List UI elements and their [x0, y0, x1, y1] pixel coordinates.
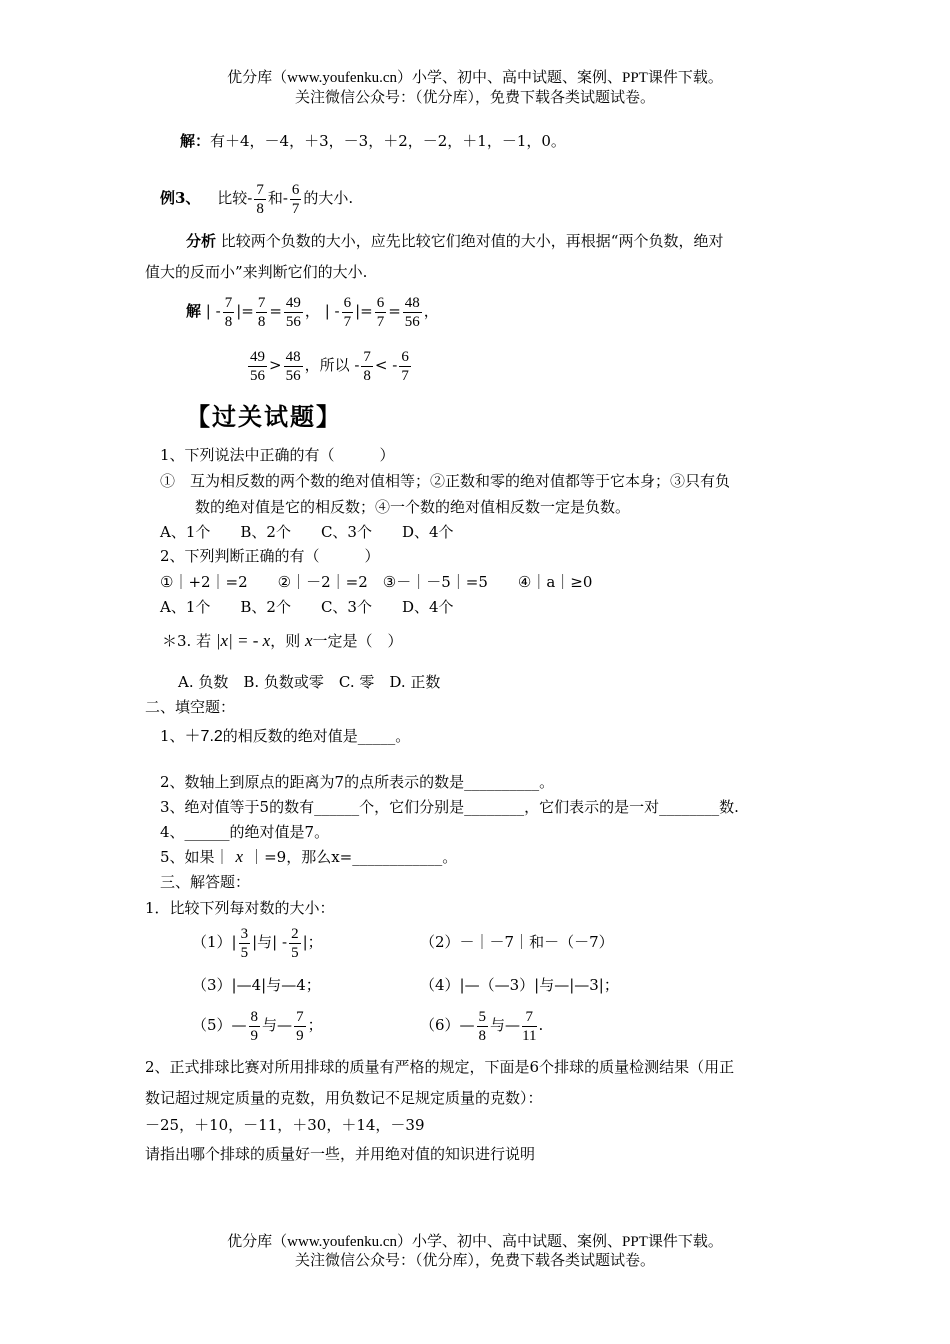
c5-frac-2: $\frac{7}{9}$: [296, 1008, 304, 1044]
c6-end: .: [538, 1016, 544, 1034]
q1-options: A、1个 B、2个 C、3个 D、4个: [160, 523, 454, 541]
footer-line-2: 关注微信公众号：（优分库），免费下载各类试题试卷。: [294, 1253, 655, 1269]
example-suffix: 的大小.: [303, 189, 354, 207]
fill-4: 4、______的绝对值是7。: [160, 823, 330, 841]
equals-1: =: [269, 302, 282, 320]
q1-items-1: ① 互为相反数的两个数的绝对值相等；②正数和零的绝对值都等于它本身；③只有负: [160, 472, 731, 490]
example-3: [160, 178, 353, 218]
solve-p1: 1．比较下列每对数的大小：: [145, 899, 335, 917]
abs-close-1: |=: [236, 302, 254, 320]
comma-1: ，: [304, 302, 320, 320]
example-prefix: 比较: [217, 189, 248, 207]
c1-frac-2: $\frac{2}{5}$: [291, 925, 299, 961]
solution-label: 解：: [180, 132, 211, 150]
q1-items-2: 数的绝对值是它的相反数；④一个数的绝对值相反数一定是负数。: [195, 498, 631, 516]
solve-p2-line-1: 2、正式排球比赛对所用排球的质量有严格的规定，下面是6个排球的质量检测结果（用正: [145, 1058, 735, 1076]
frac-d: $\frac{6}{7}$: [343, 294, 352, 330]
c1-mid: |与| -: [252, 933, 288, 951]
c5-mid: 与—: [262, 1016, 293, 1034]
fill-heading: 二、填空题：: [145, 698, 236, 716]
fill-1-suffix: 的相反数的绝对值是_____。: [222, 727, 411, 745]
fraction-7-8: $\frac{7}{8}$: [256, 181, 264, 217]
q2-stem: 2、下列判断正确的有（ ）: [160, 547, 380, 565]
solve-p2-data: －25，＋10，－11，＋30，＋14，－39: [145, 1116, 425, 1134]
solution-3-label: 解: [186, 302, 202, 320]
q2-options: A、1个 B、2个 C、3个 D、4个: [160, 598, 454, 616]
q2-items: ①｜+2｜=2 ②｜－2｜=2 ③－｜－5｜=5 ④｜a｜≥0: [160, 573, 593, 591]
compare-1: [192, 922, 323, 962]
c6-label: （6）—: [420, 1016, 475, 1034]
analysis-label: 分析: [186, 232, 217, 250]
frac-g: $\frac{49}{56}$: [250, 348, 265, 384]
c5-end: ；: [307, 1016, 323, 1034]
fill-5-var: x: [235, 847, 244, 866]
fill-1-value: ＋7.2: [184, 728, 223, 745]
frac-i: $\frac{7}{8}$: [363, 348, 371, 384]
q3-expression: |x| = - x: [215, 631, 271, 650]
so-text: ，所以 -: [304, 356, 360, 374]
fraction-6-7: $\frac{6}{7}$: [291, 181, 300, 217]
frac-a: $\frac{7}{8}$: [224, 294, 233, 330]
example-sign-1: -: [247, 189, 253, 207]
c5-frac-1: $\frac{8}{9}$: [250, 1008, 259, 1044]
comma-2: ，: [423, 302, 439, 320]
frac-c: $\frac{49}{56}$: [285, 294, 301, 330]
q3-options: A. 负数 B. 负数或零 C. 零 D. 正数: [178, 673, 441, 691]
q3-var: x: [305, 631, 313, 650]
header-line-1: 优分库（www.youfenku.cn）小学、初中、高中试题、案例、PPT课件下载。: [227, 70, 723, 86]
solution-text: 有＋4，－4，＋3，－3，＋2，－2，＋1，－1，0。: [210, 132, 566, 150]
c6-mid: 与—: [490, 1016, 521, 1034]
example-sign-2: -: [282, 189, 288, 207]
c5-label: （5）—: [192, 1016, 247, 1034]
q3-mid: ，则: [270, 632, 301, 650]
abs-open-1: | -: [205, 302, 221, 320]
fill-3: 3、绝对值等于5的数有______个，它们分别是________，它们表示的是一对________数.: [160, 798, 739, 816]
analysis-line-1: [186, 231, 723, 251]
c1-frac-1: $\frac{3}{5}$: [240, 925, 249, 961]
analysis-text-1: 比较两个负数的大小，应先比较它们绝对值的大小，再根据“两个负数，绝对: [220, 232, 724, 250]
less-than: < -: [374, 356, 398, 374]
compare-4: （4）|—（—3）|与—|—3|；: [420, 976, 619, 994]
c1-label: （1）|: [192, 933, 237, 951]
solution-3-line-1: [186, 291, 439, 331]
compare-3: （3）|—4|与—4；: [192, 976, 321, 994]
q3-stem: [162, 628, 403, 654]
frac-e: $\frac{6}{7}$: [376, 294, 385, 330]
compare-6: [420, 1005, 543, 1045]
compare-2: （2）－｜－7｜和－（－7）: [420, 933, 614, 951]
q3-prefix: ＊3. 若: [162, 632, 212, 650]
example-and: 和: [267, 189, 283, 207]
fill-5-suffix: ｜=9，那么x=____________。: [249, 848, 458, 866]
equals-2: =: [388, 302, 401, 320]
c1-end: |；: [302, 933, 323, 951]
analysis-line-2: 值大的反而小”来判断它们的大小.: [145, 263, 368, 281]
solution-3-line-2: [246, 345, 413, 385]
footer-line-1: 优分库（www.youfenku.cn）小学、初中、高中试题、案例、PPT课件下载。: [227, 1234, 723, 1250]
header-line-2: 关注微信公众号：（优分库），免费下载各类试题试卷。: [294, 90, 655, 106]
abs-open-2: | -: [324, 302, 340, 320]
compare-5: [192, 1005, 323, 1045]
example-label: 例3、: [160, 189, 201, 207]
solve-p2-ask: 请指出哪个排球的质量好一些，并用绝对值的知识进行说明: [145, 1145, 536, 1163]
fill-1: [160, 726, 410, 747]
fill-5-prefix: 5、如果｜: [160, 848, 230, 866]
fill-2: 2、数轴上到原点的距离为7的点所表示的数是__________。: [160, 773, 555, 791]
frac-b: $\frac{7}{8}$: [257, 294, 266, 330]
q3-suffix: 一定是（ ）: [312, 632, 403, 650]
frac-h: $\frac{48}{56}$: [285, 348, 301, 384]
c6-frac-2: $\frac{7}{11}$: [522, 1008, 537, 1044]
c6-frac-1: $\frac{5}{8}$: [478, 1008, 487, 1044]
frac-f: $\frac{48}{56}$: [404, 294, 420, 330]
fill-5: [160, 847, 457, 867]
fill-1-prefix: 1、: [160, 727, 185, 745]
greater-than: >: [269, 356, 282, 374]
section-title: 【过关试题】: [186, 402, 342, 431]
q1-stem: 1、下列说法中正确的有（ ）: [160, 446, 395, 464]
frac-j: $\frac{6}{7}$: [401, 348, 409, 384]
solve-heading: 三、解答题：: [160, 873, 251, 891]
solution-top: [180, 131, 566, 151]
solve-p2-line-2: 数记超过规定质量的克数，用负数记不足规定质量的克数）：: [145, 1089, 543, 1107]
abs-close-2: |=: [355, 302, 373, 320]
